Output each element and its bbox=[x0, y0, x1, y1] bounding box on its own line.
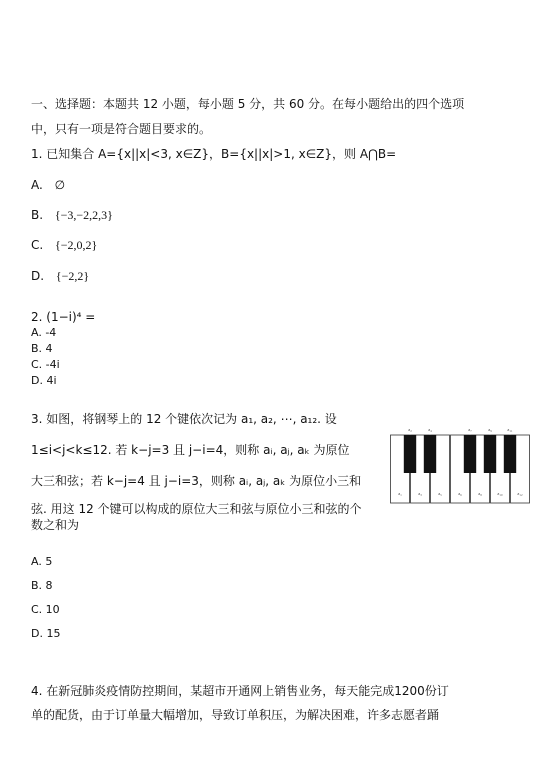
q1-option-c bbox=[31, 237, 97, 253]
piano-black-key-label: a₄ bbox=[428, 427, 432, 432]
piano-black-key-label: a₂ bbox=[408, 427, 412, 432]
q1-option-c-letter: C. bbox=[31, 238, 44, 252]
q3-line3: 大三和弦；若 k−j=4 且 j−i=3，则称 aᵢ, aⱼ, aₖ 为原位小三和 bbox=[31, 474, 362, 488]
q3-option-a: A. 5 bbox=[31, 555, 53, 568]
q2-stem: 2. (1−i)⁴ = bbox=[31, 310, 96, 324]
piano-black-key bbox=[504, 435, 516, 473]
piano-black-key bbox=[424, 435, 436, 473]
q3-option-d: D. 15 bbox=[31, 627, 61, 640]
piano-white-key-label: a₁₀ bbox=[497, 491, 503, 496]
q1-option-d bbox=[31, 268, 89, 284]
q3-option-b: B. 8 bbox=[31, 579, 53, 592]
piano-black-key bbox=[484, 435, 496, 473]
piano-black-key bbox=[404, 435, 416, 473]
q1-option-d-value: {−2,2} bbox=[55, 269, 90, 283]
q2-option-d: D. 4i bbox=[31, 374, 57, 387]
piano-white-key-label: a₈ bbox=[478, 491, 482, 496]
q3-line1: 3. 如图，将钢琴上的 12 个键依次记为 a₁, a₂, ⋯, a₁₂. 设 bbox=[31, 412, 337, 426]
q2-option-b: B. 4 bbox=[31, 342, 53, 355]
q4-line2: 单的配货，由于订单量大幅增加，导致订单积压，为解决困难，许多志愿者踊 bbox=[31, 708, 440, 722]
q3-line5: 数之和为 bbox=[31, 518, 80, 532]
piano-white-key-label: a₆ bbox=[458, 491, 462, 496]
q3-line4: 弦. 用这 12 个键可以构成的原位大三和弦与原位小三和弦的个 bbox=[31, 502, 362, 516]
section-heading-line2: 中，只有一项是符合题目要求的。 bbox=[31, 122, 212, 136]
piano-keyboard-figure bbox=[390, 421, 530, 505]
piano-white-key-label: a₁ bbox=[398, 491, 402, 496]
piano-white-key-label: a₅ bbox=[438, 491, 442, 496]
q1-option-a-letter: A. bbox=[31, 178, 43, 192]
piano-black-key bbox=[464, 435, 476, 473]
piano-black-key-label: a₇ bbox=[468, 427, 472, 432]
section-heading-line1: 一、选择题：本题共 12 小题，每小题 5 分，共 60 分。在每小题给出的四个选项 bbox=[31, 97, 465, 111]
q2-option-a: A. -4 bbox=[31, 326, 57, 339]
q1-option-a bbox=[31, 177, 65, 193]
q2-option-c: C. -4i bbox=[31, 358, 60, 371]
piano-black-key-label: a₉ bbox=[488, 427, 492, 432]
q1-option-a-value: ∅ bbox=[54, 178, 66, 192]
piano-white-key-label: a₁₂ bbox=[517, 491, 523, 496]
q1-option-d-letter: D. bbox=[31, 269, 45, 283]
q1-stem: 1. 已知集合 A={x||x|<3, x∈Z}，B={x||x|>1, x∈Z}，则 A⋂B= bbox=[31, 147, 397, 161]
q3-option-c: C. 10 bbox=[31, 603, 60, 616]
q1-option-c-value: {−2,0,2} bbox=[55, 238, 98, 252]
q3-line2: 1≤i<j<k≤12. 若 k−j=3 且 j−i=4，则称 aᵢ, aⱼ, aₖ 为原位 bbox=[31, 443, 350, 457]
q4-line1: 4. 在新冠肺炎疫情防控期间，某超市开通网上销售业务，每天能完成1200份订 bbox=[31, 684, 449, 698]
q1-option-b-letter: B. bbox=[31, 208, 44, 222]
piano-black-key-label: a₁₁ bbox=[507, 427, 513, 432]
q1-option-b bbox=[31, 207, 113, 223]
q1-option-b-value: {−3,−2,2,3} bbox=[54, 208, 113, 222]
piano-white-key-label: a₃ bbox=[418, 491, 422, 496]
